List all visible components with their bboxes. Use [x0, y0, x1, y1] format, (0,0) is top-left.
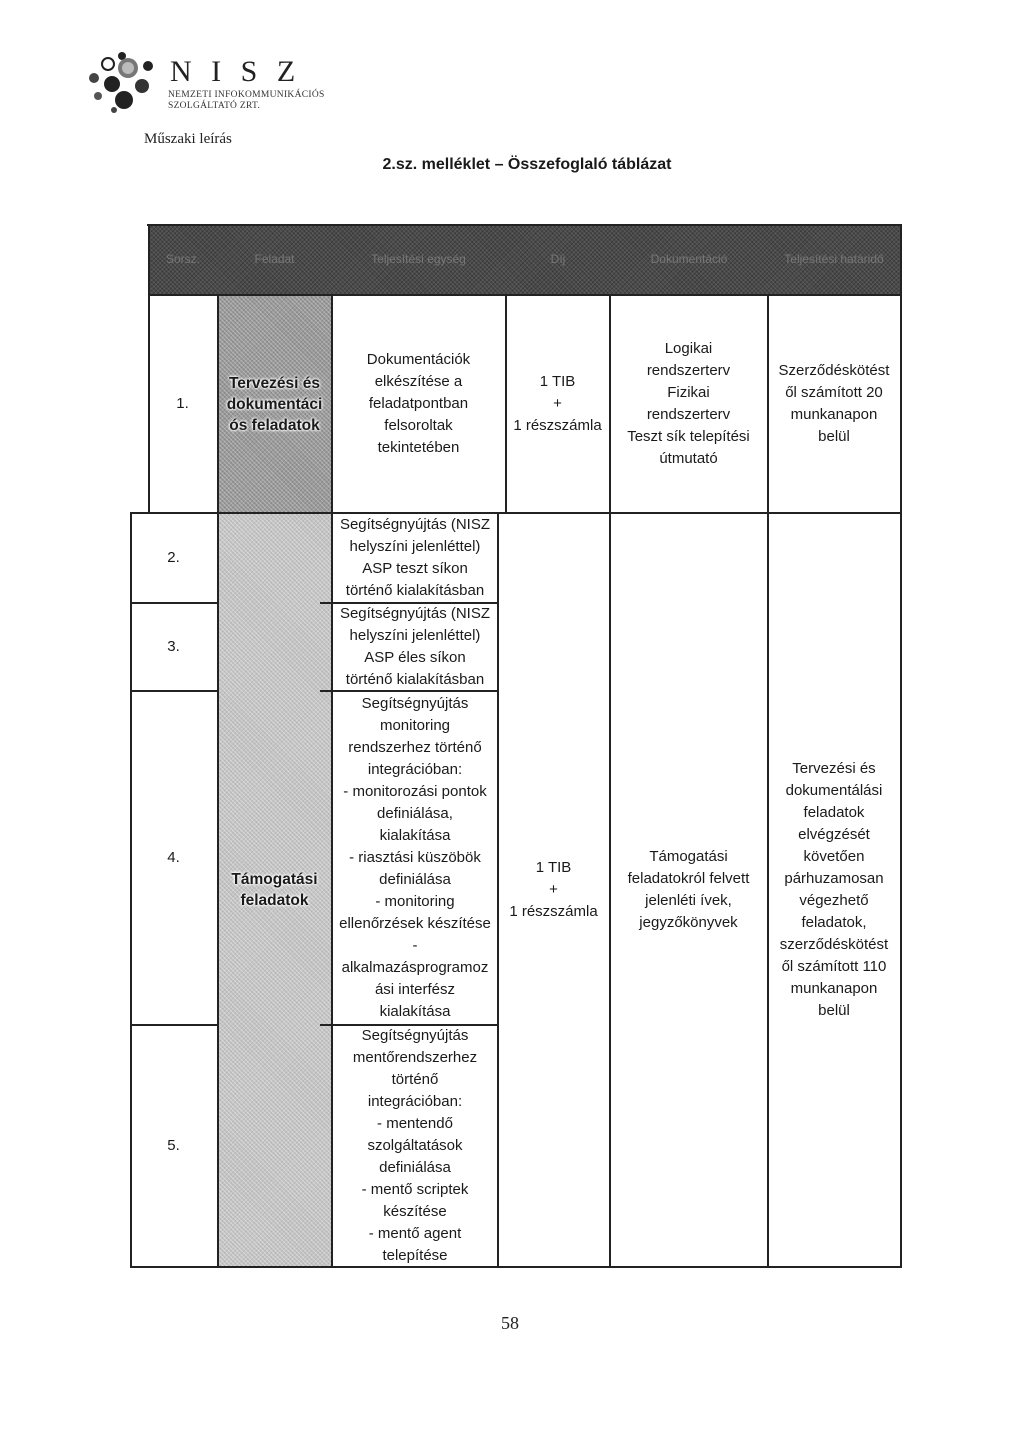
support-group-deadline: Tervezési és dokumentálási feladatok elvégzését követően párhuzamosan végezhető feladatok, szerződéskötést ől számított 110 munkanapon belül: [779, 760, 889, 1019]
row-4-task: Segítségnyújtás monitoring rendszerhez történő integrációban: - monitorozási pontok definiálása, kialakítása - riasztási küszöbök definiálása - monitoring ellenőrzések készítése - alkalmazásprogramoz ási interfész kialakítása: [339, 695, 491, 1020]
row-5-task: Segítségnyújtás mentőrendszerhez történő integrációban: - mentendő szolgáltatások definiálása - mentő scriptek készítése - mentő agent telepítése: [352, 1027, 478, 1264]
header-cell-task: Feladat: [254, 251, 295, 266]
header-cell-fee: Díj: [550, 251, 566, 266]
row-5-number: 5.: [167, 1137, 180, 1154]
row-1-invoice: 1 TIB + 1 részszámla: [513, 373, 602, 434]
row-2-number: 2.: [167, 549, 180, 566]
row-4-number: 4.: [167, 849, 180, 866]
support-group-invoice: 1 TIB + 1 részszámla: [509, 859, 598, 920]
row-1-docs: Logikai rendszerterv Fizikai rendszerterv Teszt sík telepítési útmutató: [627, 340, 750, 467]
row-3-task: Segítségnyújtás (NISZ helyszíni jelenléttel) ASP éles síkon történő kialakításban: [339, 605, 491, 688]
logo-subtitle-line-2: SZOLGÁLTATÓ ZRT.: [168, 101, 261, 111]
page-number-text: 58: [501, 1313, 519, 1333]
document-label: Műszaki leírás: [144, 131, 232, 147]
header-cell-docs: Dokumentáció: [650, 251, 728, 266]
row-2-task: Segítségnyújtás (NISZ helyszíni jelenléttel) ASP teszt síkon történő kialakításban: [339, 516, 491, 599]
row-1-group-planning: Tervezési és dokumentáci ós feladatok: [226, 374, 323, 434]
row-1-deadline: Szerződéskötést ől számított 20 munkanapon belül: [778, 362, 890, 445]
table-border-top: [147, 224, 901, 226]
support-group-label: Támogatási feladatok: [231, 871, 318, 909]
logo-subtitle-line-1: NEMZETI INFOKOMMUNIKÁCIÓS: [168, 90, 325, 100]
table-border-bottom: [130, 1266, 901, 1268]
logo-name: N I S Z: [170, 55, 302, 88]
header-cell-deadline: Teljesítési határidő: [784, 251, 884, 266]
support-group-docs: Támogatási feladatokról felvett jelenléti ívek, jegyzőkönyvek: [627, 848, 750, 931]
row-3-number: 3.: [167, 638, 180, 655]
header-cell-number: Sorsz.: [165, 251, 200, 266]
row-1-number: 1.: [176, 395, 189, 412]
table-title-text: 2.sz. melléklet – Összefoglaló táblázat: [382, 156, 672, 173]
table-border-right: [900, 224, 902, 1268]
header-cell-unit: Teljesítési egység: [371, 251, 466, 266]
row-1-task: Dokumentációk elkészítése a feladatpontban felsoroltak tekintetében: [366, 351, 471, 456]
table-header-row: [148, 224, 900, 294]
page-number: [0, 1313, 1024, 1334]
